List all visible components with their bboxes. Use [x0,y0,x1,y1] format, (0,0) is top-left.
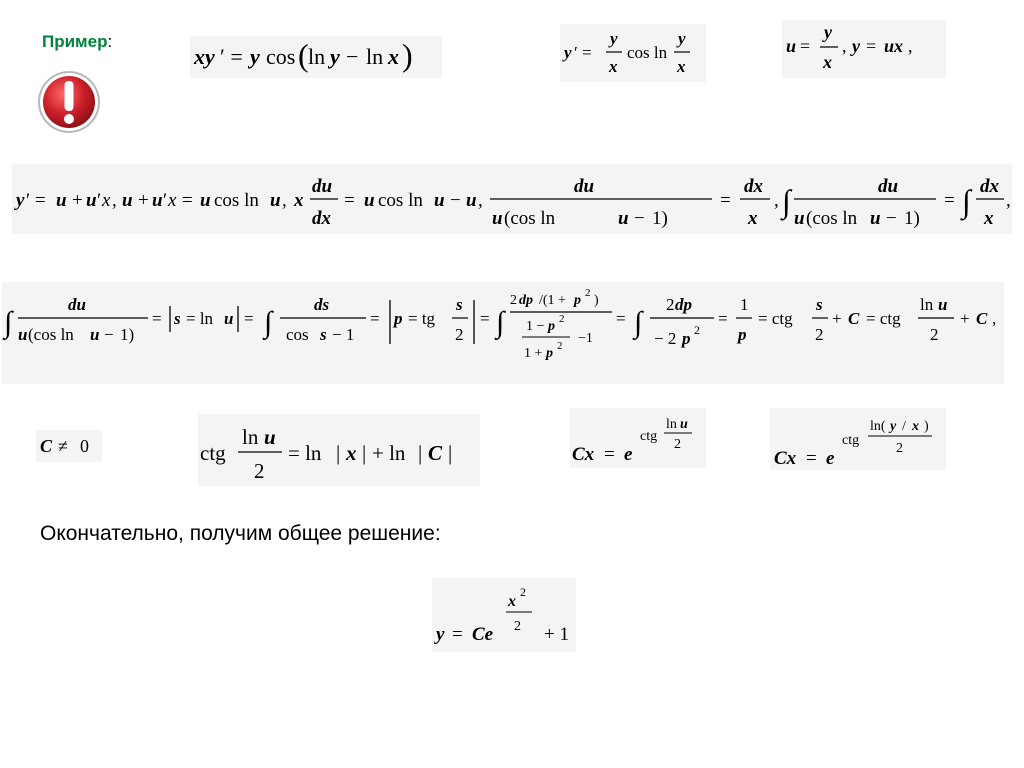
svg-text:=: = [944,190,955,211]
svg-text:=: = [806,448,817,469]
svg-text:2: 2 [254,459,265,483]
svg-text:ln: ln [920,295,934,314]
svg-text:/(1 +: /(1 + [539,293,566,308]
svg-text:u: u [56,190,67,211]
svg-text:C: C [848,309,860,328]
svg-text:= ln: = ln [288,441,322,465]
svg-text:y: y [890,419,897,434]
svg-text:(: ( [298,37,309,73]
svg-text:ctg: ctg [200,441,226,465]
svg-text:2: 2 [694,323,700,337]
svg-text:x: x [294,190,304,211]
svg-text:=: = [866,36,877,56]
svg-text:1): 1) [652,208,668,229]
svg-text:− 1: − 1 [332,325,355,344]
svg-text:−: − [450,190,461,211]
formula-8-svg [770,408,946,470]
svg-text:ln(: ln( [870,419,886,434]
svg-text:p: p [738,325,747,344]
svg-text:Cx: Cx [774,448,797,469]
svg-text:cos ln: cos ln [627,43,668,62]
svg-text:−1: −1 [578,331,593,346]
svg-text:Cx: Cx [572,444,595,465]
svg-text:,: , [112,190,117,211]
svg-text:u: u [680,417,688,432]
formula-0-svg [190,36,442,78]
svg-text:+: + [138,190,149,211]
svg-text:=: = [152,309,162,328]
svg-text:,: , [908,36,913,56]
svg-text:x: x [388,44,399,69]
svg-text:1): 1) [904,208,920,229]
svg-text:e: e [826,448,835,469]
svg-text:y: y [564,43,572,62]
svg-text:du: du [878,176,899,197]
svg-text:(cos ln: (cos ln [28,325,74,344]
svg-text:s: s [456,295,463,314]
svg-text:=: = [244,309,254,328]
svg-text:=: = [344,190,355,211]
formula-implicit-solution [198,414,480,486]
svg-text:dx: dx [312,208,331,229]
svg-text:,: , [774,190,779,211]
svg-text:≠: ≠ [58,436,68,456]
example-heading-label: Пример [42,32,108,51]
svg-text:2: 2 [455,325,464,344]
svg-text:u: u [870,208,881,229]
formula-exponential-u [570,408,706,468]
svg-text:1 −: 1 − [526,319,545,334]
svg-text:du: du [312,176,333,197]
svg-text:du: du [574,176,595,197]
svg-text:x: x [168,190,177,211]
svg-text:u: u [264,425,276,449]
svg-text:x: x [984,208,994,229]
svg-text:y: y [436,624,445,645]
formula-5-svg [36,430,102,462]
svg-text:∫: ∫ [264,306,273,339]
svg-text:ds: ds [314,295,330,314]
svg-text:ln: ln [242,425,259,449]
svg-text:,: , [992,309,997,328]
svg-text:,: , [842,36,847,56]
svg-text:x: x [346,441,357,465]
svg-text:u: u [270,190,281,211]
svg-text:y: y [610,29,618,48]
svg-text:dp: dp [519,293,533,308]
svg-text:): ) [924,419,929,434]
svg-text:2: 2 [930,325,939,344]
svg-text:+ 1: + 1 [544,624,569,645]
svg-text:u: u [492,208,503,229]
svg-text:p: p [574,293,581,308]
svg-text:−: − [104,325,114,344]
svg-text:C: C [976,309,988,328]
svg-text:′ =: ′ = [220,44,243,69]
svg-text:+ ln: + ln [372,441,406,465]
svg-text:x: x [912,419,919,434]
svg-text:p: p [548,319,555,334]
svg-text:,: , [478,190,483,211]
svg-text:): ) [402,37,413,73]
svg-text:dx: dx [980,176,999,197]
svg-text:y: y [250,44,260,69]
svg-text:y: y [16,190,25,211]
svg-text:(cos ln: (cos ln [504,208,556,229]
svg-text:|: | [448,441,453,465]
svg-text:2: 2 [510,293,517,308]
svg-text:′ =: ′ = [26,190,46,211]
svg-text:x: x [609,57,618,76]
svg-text:2: 2 [514,619,521,634]
svg-text:x: x [748,208,758,229]
formula-separation-line [12,164,1012,234]
example-heading-colon: : [107,32,113,51]
svg-text:x: x [102,190,111,211]
formula-7-svg [570,408,706,468]
svg-text:2: 2 [559,313,565,325]
svg-text:2: 2 [520,585,526,599]
svg-text:/: / [902,419,906,434]
formula-2-svg [782,20,946,78]
closing-text: Окончательно, получим общее решение: [40,522,441,545]
svg-text:−: − [634,208,645,229]
svg-text:=: = [370,309,380,328]
svg-text:|: | [362,441,367,465]
formula-substitution-variable [782,20,946,78]
svg-text:′: ′ [163,190,168,211]
svg-text:y: y [678,29,686,48]
svg-text:∫: ∫ [782,183,791,219]
svg-text:2: 2 [815,325,824,344]
svg-text:du: du [68,295,86,314]
svg-text:u: u [938,295,948,314]
formula-initial-equation [190,36,442,78]
svg-text:u: u [618,208,629,229]
formula-exponential-xy [770,408,946,470]
svg-text:=: = [616,309,626,328]
svg-text:ln: ln [308,44,326,69]
formula-integral-computation [2,282,1004,384]
svg-text:=: = [604,444,615,465]
svg-text:u: u [434,190,445,211]
svg-text:u: u [86,190,97,211]
svg-text:= ctg: = ctg [866,309,901,328]
svg-text:u: u [200,190,211,211]
svg-text:+: + [960,309,970,328]
svg-text:2: 2 [896,441,903,456]
svg-text:+: + [832,309,842,328]
svg-text:cos ln: cos ln [378,190,423,211]
svg-text:u: u [90,325,100,344]
svg-text:=: = [182,190,193,211]
svg-text:=: = [480,309,490,328]
svg-text:x: x [823,52,832,72]
svg-text:x: x [508,593,516,610]
svg-text:= ctg: = ctg [758,309,793,328]
svg-text:ln: ln [666,417,677,432]
svg-text:p: p [682,329,691,348]
svg-text:=: = [800,36,811,56]
svg-text:u: u [466,190,477,211]
svg-text:x: x [677,57,686,76]
svg-text:s: s [174,309,181,328]
svg-text:|: | [336,441,341,465]
svg-text:=: = [452,624,463,645]
example-heading [42,32,112,52]
svg-text:p: p [394,309,403,328]
svg-text:∫: ∫ [496,306,505,339]
svg-text:∫: ∫ [4,306,13,339]
formula-1-svg [560,24,706,82]
svg-text:ctg: ctg [842,433,860,448]
svg-text:): ) [594,293,599,308]
svg-text:2: 2 [557,340,563,352]
svg-text:− 2: − 2 [654,329,677,348]
svg-text:y: y [330,44,340,69]
svg-text:′: ′ [97,190,102,211]
svg-text:e: e [624,444,633,465]
svg-text:−: − [346,44,359,69]
formula-substitution-form [560,24,706,82]
svg-text:u: u [122,190,133,211]
formula-general-solution [432,578,576,652]
svg-text:u: u [18,325,28,344]
exclamation-icon [36,69,102,135]
svg-text:|: | [418,441,423,465]
formula-3-svg [12,164,1012,234]
svg-text:= tg: = tg [408,309,436,328]
svg-text:ln: ln [366,44,384,69]
svg-text:2: 2 [666,295,675,314]
formula-constant-nonzero [36,430,102,462]
svg-text:y: y [824,22,832,42]
svg-text:dx: dx [744,176,763,197]
svg-text:,: , [282,190,287,211]
svg-text:−: − [886,208,897,229]
svg-text:u: u [786,36,797,56]
svg-text:y: y [852,36,860,56]
svg-text:2: 2 [585,287,591,299]
svg-text:2: 2 [674,437,681,452]
svg-text:= ln: = ln [186,309,214,328]
formula-6-svg [198,414,480,486]
svg-text:1): 1) [120,325,135,344]
svg-text:u: u [794,208,805,229]
svg-text:p: p [546,346,553,361]
svg-text:u: u [152,190,163,211]
svg-text:=: = [720,190,731,211]
svg-text:u: u [364,190,375,211]
svg-text:∫: ∫ [962,183,971,219]
svg-text:∫: ∫ [634,306,643,339]
svg-text:s: s [320,325,327,344]
formula-9-svg [432,578,576,652]
svg-text:C: C [40,436,53,456]
svg-text:′ =: ′ = [574,43,592,62]
svg-text:u: u [224,309,234,328]
svg-text:s: s [816,295,823,314]
svg-text:1 +: 1 + [524,346,543,361]
svg-text:ux: ux [884,36,904,56]
svg-text:xy: xy [194,44,215,69]
svg-text:=: = [718,309,728,328]
svg-text:+: + [72,190,83,211]
svg-text:cos: cos [286,325,309,344]
svg-text:C: C [428,441,443,465]
svg-text:1: 1 [740,295,749,314]
svg-text:,: , [1006,190,1011,211]
svg-text:Ce: Ce [472,624,494,645]
svg-text:cos ln: cos ln [214,190,259,211]
svg-text:cos: cos [266,44,296,69]
svg-text:(cos ln: (cos ln [806,208,858,229]
formula-4-svg [2,282,1004,384]
svg-text:dp: dp [675,295,692,314]
svg-text:0: 0 [80,436,89,456]
svg-text:ctg: ctg [640,429,658,444]
